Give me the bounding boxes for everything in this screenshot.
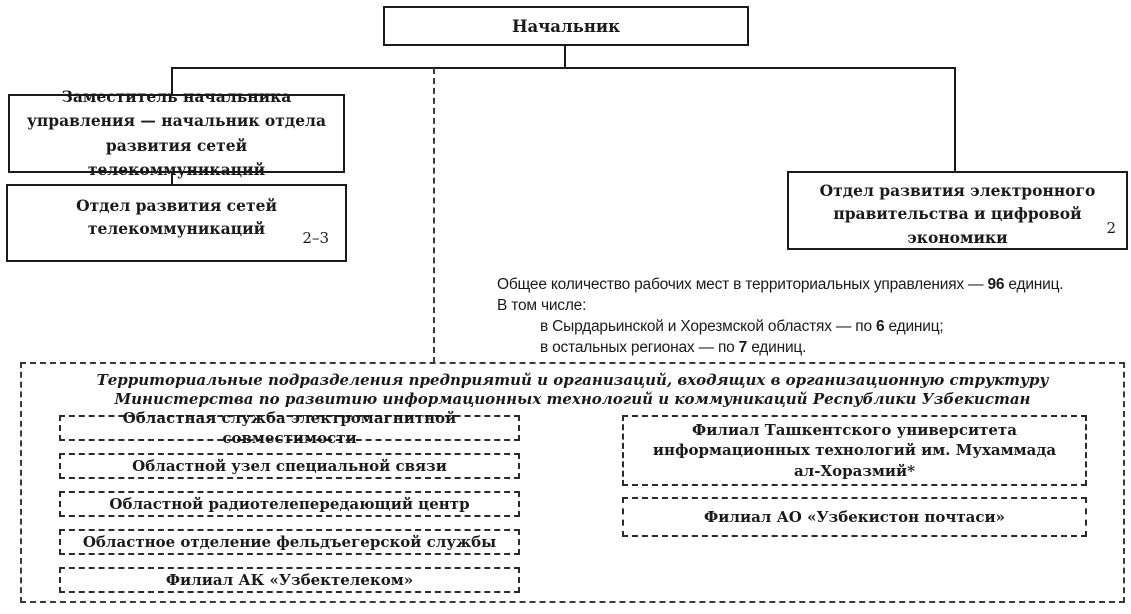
left-unit-box: Областной радиотелепередающий центр — [59, 491, 520, 517]
connector-dashed-to-territorial — [433, 68, 435, 363]
box-deputy-chief-label: Заместитель начальника управления — начальник отдела развития сетей телекоммуникаций — [26, 87, 327, 179]
left-unit-box: Филиал АК «Узбектелеком» — [59, 567, 520, 593]
territorial-container — [20, 362, 1125, 603]
right-unit-box: Филиал АО «Узбекистон почтаси» — [622, 497, 1087, 537]
left-unit-box: Областное отделение фельдъегерской службы — [59, 529, 520, 555]
territorial-title — [22, 364, 1123, 409]
connector-horizontal — [171, 67, 956, 69]
box-egov-dept — [787, 171, 1128, 250]
box-telecom-dept-label: Отдел развития сетей телекоммуникаций — [76, 196, 277, 239]
left-unit-box: Областной узел специальной связи — [59, 453, 520, 479]
box-telecom-dept — [6, 184, 347, 262]
box-egov-dept-count: 2 — [1106, 218, 1116, 237]
summary-line: в остальных регионах — по 7 единиц. — [540, 339, 807, 356]
left-units-column — [59, 408, 520, 605]
left-unit-box: Областная служба электромагнитной совместимости — [59, 415, 520, 441]
territorial-title-line2: Министерства по развитию информационных технологий и коммуникаций Республики Узбекистан — [114, 390, 1031, 408]
connector-chief-down — [564, 46, 566, 68]
right-units-column — [622, 415, 1087, 549]
box-chief — [383, 6, 749, 46]
box-deputy-chief — [8, 87, 345, 179]
summary-line: В том числе: — [497, 297, 587, 314]
staffing-summary — [497, 274, 1129, 358]
box-egov-dept-label: Отдел развития электронного правительства и цифровой экономики — [819, 181, 1096, 247]
summary-line: в Сырдарьинской и Хорезмской областях — по 6 единиц; — [540, 318, 944, 335]
territorial-title-line1: Территориальные подразделения предприятий и организаций, входящих в организационную структуру — [96, 371, 1049, 389]
connector-right-branch-down — [954, 67, 956, 172]
box-chief-label: Начальник — [511, 16, 621, 36]
summary-line: Общее количество рабочих мест в территориальных управлениях — 96 единиц. — [497, 276, 1064, 293]
box-telecom-dept-count: 2–3 — [302, 228, 329, 247]
right-unit-box: Филиал Ташкентского университета информационных технологий им. Мухаммада ал-Хоразмий* — [622, 415, 1087, 486]
